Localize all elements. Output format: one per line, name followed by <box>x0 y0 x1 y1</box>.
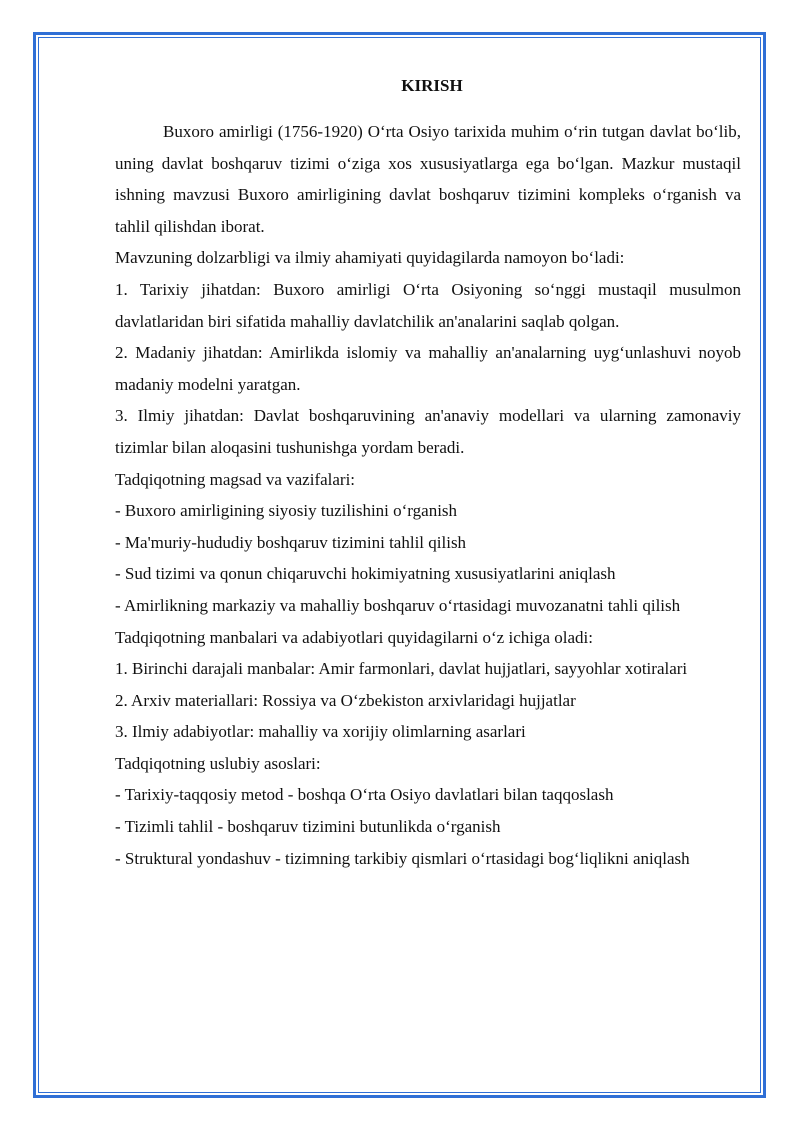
document-title: KIRISH <box>401 76 463 95</box>
relevance-heading: Mavzuning dolzarbligi va ilmiy ahamiyati quyidagilarda namoyon bo‘ladi: <box>115 248 625 268</box>
source-item: 3. Ilmiy adabiyotlar: mahalliy va xorijiy olimlarning asarlari <box>115 722 526 742</box>
method-item: - Tizimli tahlil - boshqaruv tizimini butunlikda o‘rganish <box>115 817 501 837</box>
intro-paragraph: Buxoro amirligi (1756-1920) O‘rta Osiyo tarixida muhim o‘rin tutgan davlat bo‘lib, uning davlat boshqaruv tizimi o‘ziga xos xususiyatlarga ega bo‘lgan. Mazkur mustaqil ishning mavzusi Buxoro amirligining davlat boshqaruv tizimini kompleks o‘rganish va tahlil qilishdan iborat. <box>115 122 741 236</box>
source-item: 1. Birinchi darajali manbalar: Amir farmonlari, davlat hujjatlari, sayyohlar xotiralari <box>115 659 688 679</box>
goal-item: - Ma'muriy-hududiy boshqaruv tizimini tahlil qilish <box>115 532 467 552</box>
goals-heading: Tadqiqotning magsad va vazifalari: <box>115 469 356 489</box>
relevance-item-cultural: 2. Madaniy jihatdan: Amirlikda islomiy va mahalliy an'analarning uyg‘unlashuvi noyob madaniy modelni yaratgan. <box>115 343 741 394</box>
method-item: - Struktural yondashuv - tizimning tarkibiy qismlari o‘rtasidagi bog‘liqlikni aniqlash <box>115 848 690 868</box>
relevance-item-scientific: 3. Ilmiy jihatdan: Davlat boshqaruvining an'anaviy modellari va ularning zamonaviy tizimlar bilan aloqasini tushunishga yordam beradi. <box>115 406 741 457</box>
document-body <box>115 74 741 874</box>
goal-item: - Sud tizimi va qonun chiqaruvchi hokimiyatning xususiyatlarini aniqlash <box>115 564 616 584</box>
goal-item: - Buxoro amirligining siyosiy tuzilishini o‘rganish <box>115 501 458 521</box>
methods-heading: Tadqiqotning uslubiy asoslari: <box>115 753 321 773</box>
goal-item: - Amirlikning markaziy va mahalliy boshqaruv o‘rtasidagi muvozanatni tahli qilish <box>115 595 681 615</box>
source-item: 2. Arxiv materiallari: Rossiya va O‘zbekiston arxivlaridagi hujjatlar <box>115 690 576 710</box>
relevance-item-historical: 1. Tarixiy jihatdan: Buxoro amirligi O‘rta Osiyoning so‘nggi mustaqil musulmon davlatlaridan biri sifatida mahalliy davlatchilik an'analarini saqlab qolgan. <box>115 279 741 331</box>
method-item: - Tarixiy-taqqosiy metod - boshqa O‘rta Osiyo davlatlari bilan taqqoslash <box>115 785 614 805</box>
sources-heading: Tadqiqotning manbalari va adabiyotlari quyidagilarni o‘z ichiga oladi: <box>115 627 593 647</box>
